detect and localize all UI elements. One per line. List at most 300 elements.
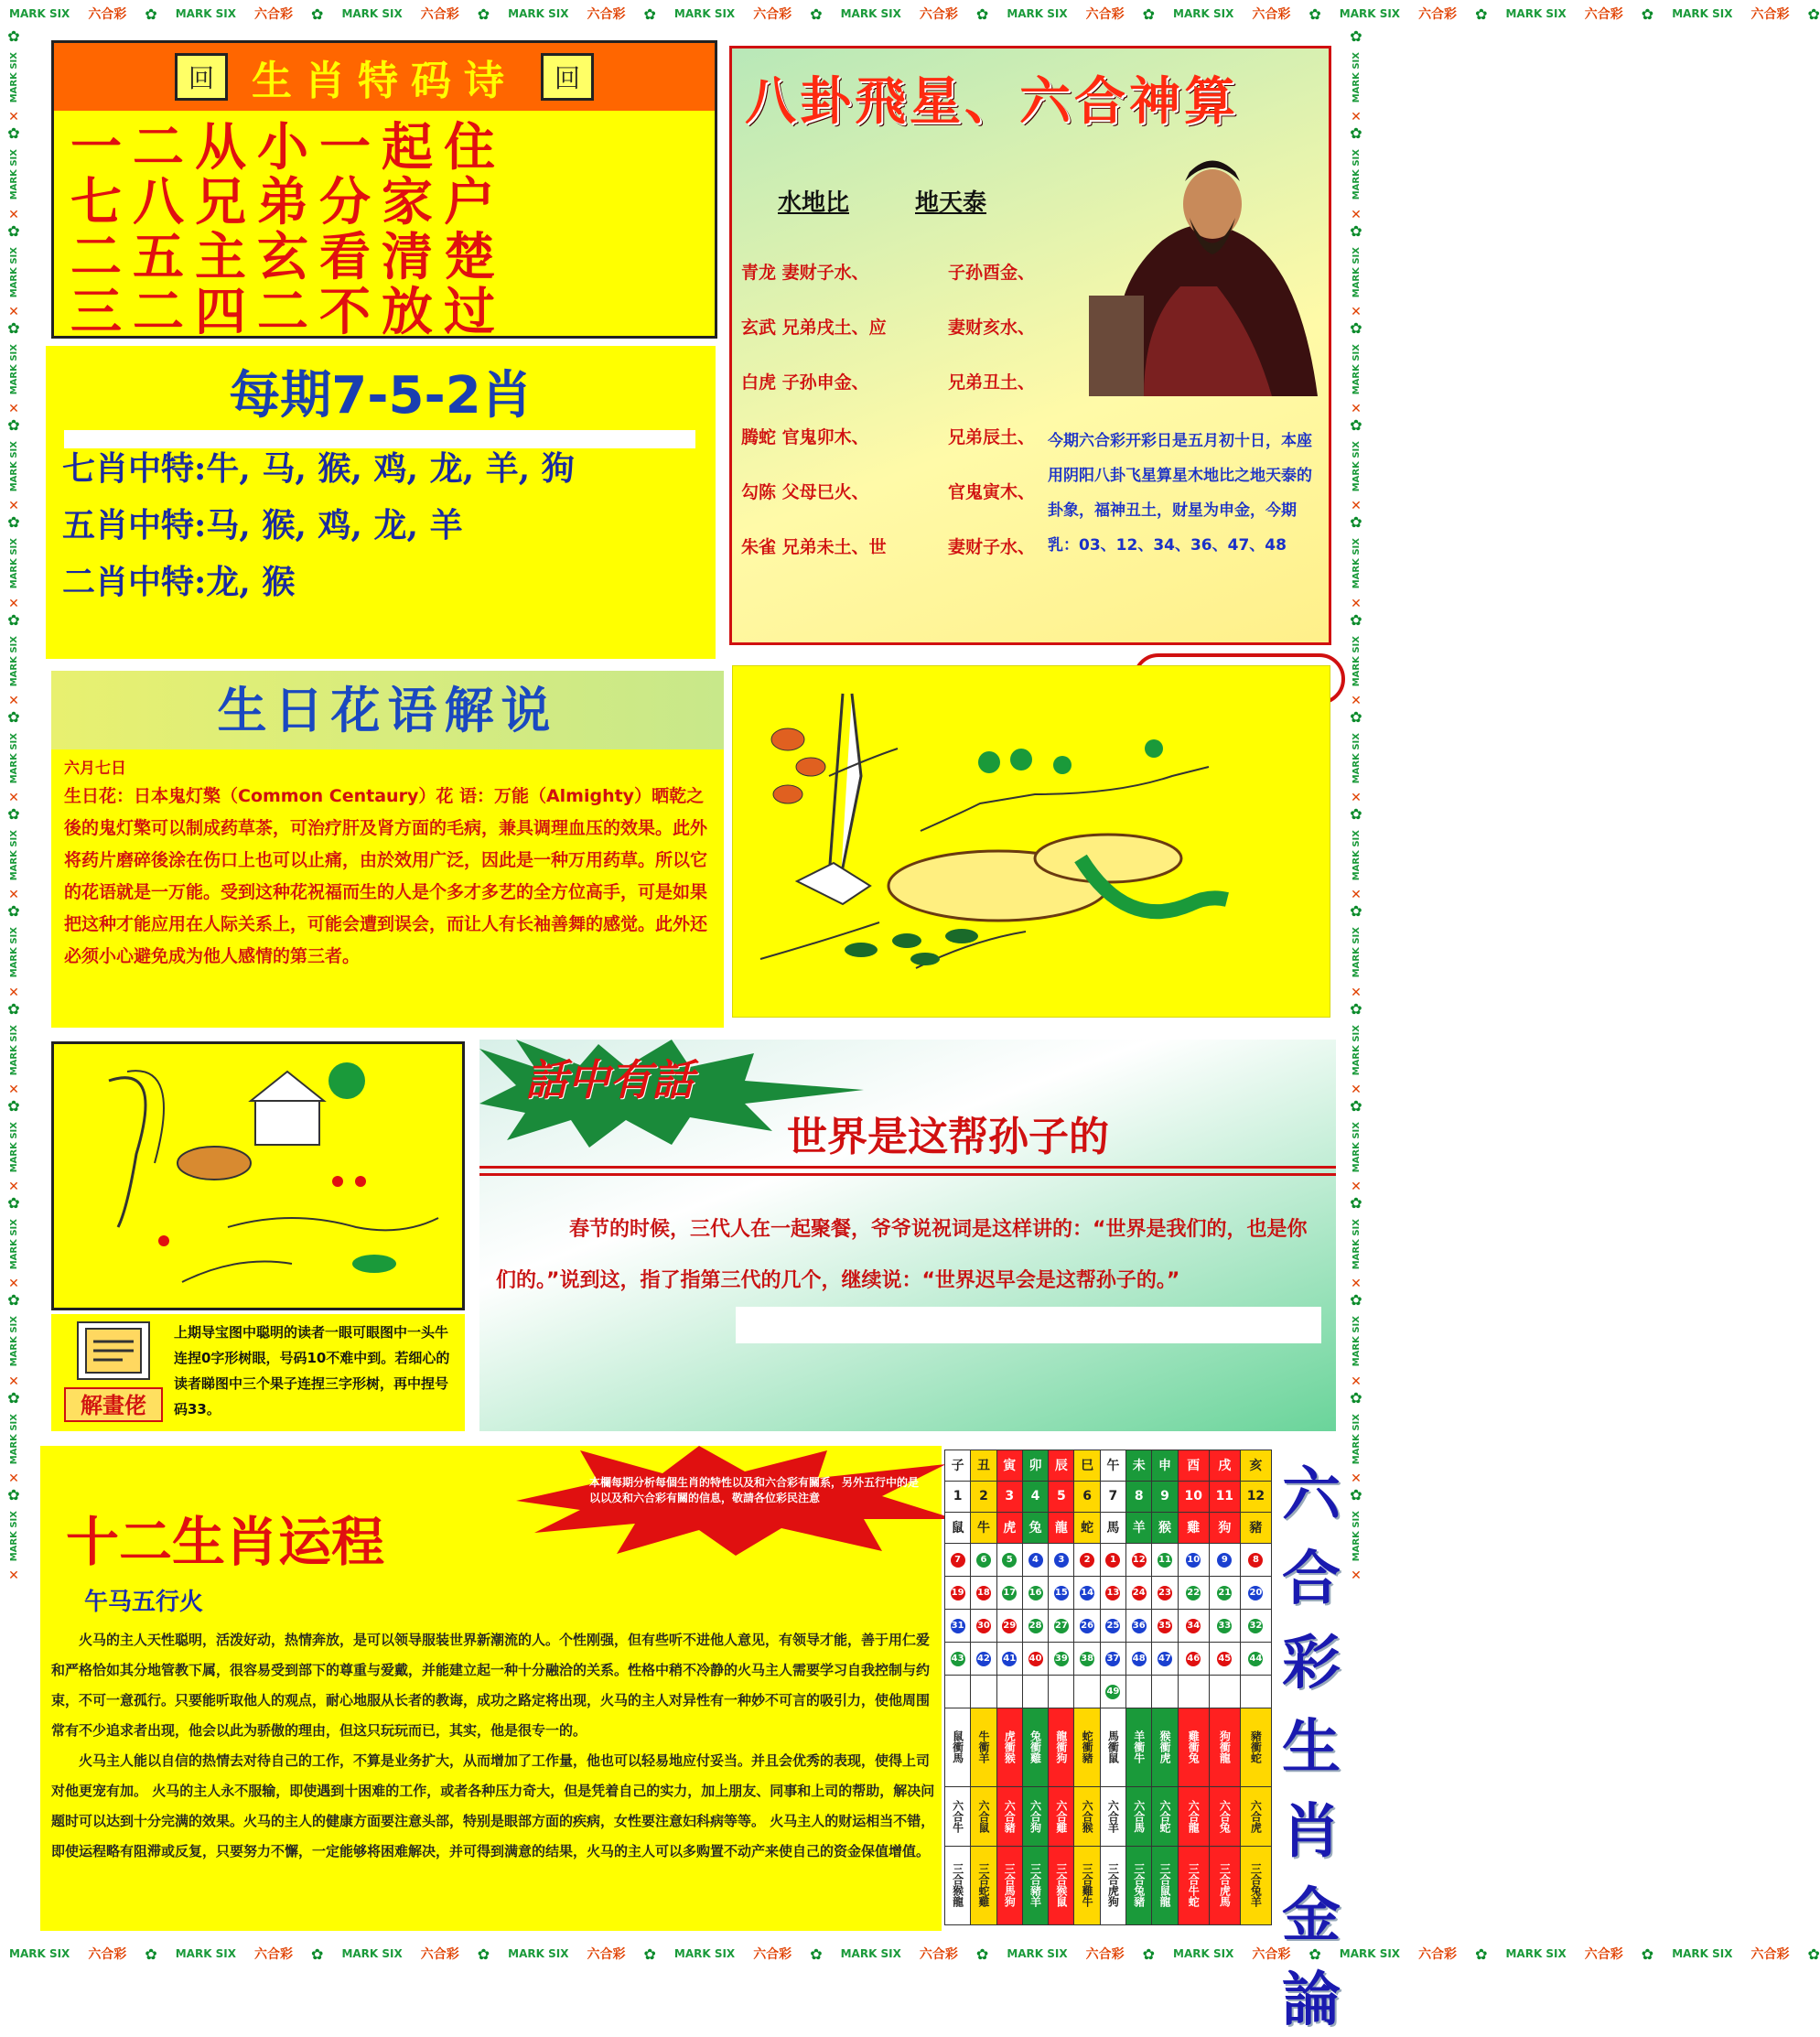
riddle-sketch <box>732 665 1330 1018</box>
flower-icon: ✿ <box>7 1485 20 1504</box>
relation-cell <box>1152 1708 1178 1786</box>
ball-cell <box>1049 1576 1074 1609</box>
poem-line: 一二从小一起住 <box>70 117 506 178</box>
relation-text: 雞衝兔 <box>1187 1730 1201 1764</box>
vertical-title-char: 合 <box>1282 1545 1341 1613</box>
number-ball: 22 <box>1186 1586 1201 1600</box>
flower-icon: ✿ <box>7 513 20 532</box>
bagua-note: 今期六合彩开彩日是五月初十日，本座用阴阳八卦飞星算星木地比之地天泰的卦象，福神丑土，财星为申金，今期乳：03、12、34、36、47、48 <box>1048 432 1312 555</box>
cross-icon: ✕ <box>8 402 19 417</box>
ball-cell <box>1100 1543 1125 1576</box>
number-ball: 4 <box>1028 1553 1043 1568</box>
brand-text: MARK SIX <box>8 1219 19 1270</box>
fortune-box <box>40 1446 942 1931</box>
cross-icon: ✕ <box>8 207 19 222</box>
animal-cell: 猴 <box>1152 1512 1178 1543</box>
number-ball: 9 <box>1217 1553 1232 1568</box>
square-icon: 回 <box>541 53 594 101</box>
branch-cell: 辰 <box>1049 1450 1074 1482</box>
relation-text: 兔衝雞 <box>1028 1730 1042 1764</box>
relation-row <box>945 1846 1272 1924</box>
flower-icon: ✿ <box>810 1945 823 1963</box>
ball-cell <box>1178 1609 1209 1642</box>
decoder-text: 上期导宝图中聪明的读者一眼可眼图中一头牛连捏0字形树眼，号码10不难中到。若细心的读者睇图中三个果子连捏三字形树，再中捏号码33。 <box>174 1324 450 1417</box>
ball-row <box>945 1609 1272 1642</box>
brand-text: MARK SIX <box>8 635 19 686</box>
branch-cell: 申 <box>1152 1450 1178 1482</box>
flower-icon: ✿ <box>7 1096 20 1115</box>
relation-text: 三合豬羊 <box>1028 1863 1042 1908</box>
brand-cn-text: 六合彩 <box>1085 1947 1125 1962</box>
cross-icon: ✕ <box>8 1082 19 1097</box>
brand-text: MARK SIX <box>840 7 901 20</box>
zodiac-table <box>944 1450 1272 1925</box>
brand-text: MARK SIX <box>8 343 19 395</box>
flower-icon: ✿ <box>810 5 823 23</box>
relation-cell <box>1100 1787 1125 1846</box>
relation-cell <box>1074 1708 1100 1786</box>
bagua-box <box>729 46 1331 645</box>
animal-cell: 虎 <box>996 1512 1022 1543</box>
number-cell: 8 <box>1126 1481 1152 1512</box>
flower-icon: ✿ <box>1350 1291 1362 1310</box>
ball-cell <box>945 1675 971 1708</box>
brand-cn-text: 六合彩 <box>1418 1947 1458 1962</box>
number-ball: 16 <box>1028 1586 1043 1600</box>
cross-icon: ✕ <box>1351 888 1362 903</box>
number-ball: 49 <box>1105 1685 1120 1699</box>
relation-cell <box>1049 1846 1074 1924</box>
cross-icon: ✕ <box>1351 693 1362 708</box>
cross-icon: ✕ <box>1351 1180 1362 1195</box>
brand-cn-text: 六合彩 <box>1584 1947 1623 1962</box>
brand-text: MARK SIX <box>341 7 403 20</box>
relation-text: 三合虎狗 <box>1106 1863 1120 1908</box>
fortune-title: 十二生肖运程 <box>66 1511 385 1573</box>
hexagram-name: 地天泰 <box>915 189 987 217</box>
flower-icon: ✿ <box>477 1945 490 1963</box>
relation-cell <box>996 1846 1022 1924</box>
ball-cell <box>996 1543 1022 1576</box>
number-ball: 28 <box>1028 1619 1043 1633</box>
cross-icon: ✕ <box>8 985 19 1000</box>
number-ball: 39 <box>1054 1652 1069 1666</box>
ball-cell <box>1049 1609 1074 1642</box>
flower-icon: ✿ <box>1350 124 1362 143</box>
number-ball: 3 <box>1054 1553 1069 1568</box>
animal-cell: 雞 <box>1178 1512 1209 1543</box>
story-text: 春节的时候，三代人在一起聚餐，爷爷说祝词是这样讲的：“世界是我们的，也是你们的。”说到这，指了指第三代的几个，继续说：“世界迟早会是这帮孙子的。” <box>496 1218 1308 1292</box>
brand-text: MARK SIX <box>1351 635 1362 686</box>
number-ball: 27 <box>1054 1619 1069 1633</box>
brand-cn-text: 六合彩 <box>420 7 459 22</box>
relation-cell <box>1074 1787 1100 1846</box>
relation-cell <box>1240 1846 1271 1924</box>
relation-cell <box>1126 1846 1152 1924</box>
number-ball: 37 <box>1105 1652 1120 1666</box>
flower-icon: ✿ <box>1641 1945 1654 1963</box>
cross-icon: ✕ <box>8 1277 19 1292</box>
number-ball: 5 <box>1002 1553 1017 1568</box>
brand-text: MARK SIX <box>1007 7 1068 20</box>
relation-cell <box>1209 1708 1240 1786</box>
cross-icon: ✕ <box>8 499 19 514</box>
flower-icon: ✿ <box>643 1945 656 1963</box>
divider <box>479 1166 1336 1169</box>
number-ball: 30 <box>976 1619 991 1633</box>
brand-text: MARK SIX <box>1173 1947 1234 1960</box>
number-ball: 40 <box>1028 1652 1043 1666</box>
cross-icon: ✕ <box>1351 1082 1362 1097</box>
ball-cell <box>1074 1543 1100 1576</box>
number-cell: 2 <box>971 1481 996 1512</box>
brand-text: MARK SIX <box>8 1024 19 1075</box>
cross-icon: ✕ <box>1351 1277 1362 1292</box>
pick-row <box>62 500 463 546</box>
animal-cell: 羊 <box>1126 1512 1152 1543</box>
burst-text: 本欄每期分析每個生肖的特性以及和六合彩有關系，另外五行中的是以以及和六合彩有關的信息，敬請各位彩民注意 <box>589 1476 920 1504</box>
relation-cell <box>1152 1787 1178 1846</box>
vertical-title-char: 彩 <box>1282 1629 1341 1698</box>
brand-text: MARK SIX <box>1351 1121 1362 1173</box>
relation-text: 六合鼠 <box>976 1799 990 1833</box>
number-ball: 19 <box>951 1586 965 1600</box>
ball-row <box>945 1576 1272 1609</box>
brand-text: MARK SIX <box>1351 538 1362 589</box>
fortune-text <box>51 1625 937 1867</box>
ball-cell <box>971 1642 996 1675</box>
branch-cell: 丑 <box>971 1450 996 1482</box>
brand-cn-text: 六合彩 <box>1252 1947 1291 1962</box>
flower-icon: ✿ <box>477 5 490 23</box>
number-ball: 36 <box>1132 1619 1147 1633</box>
brand-cn-text: 六合彩 <box>919 1947 958 1962</box>
flower-icon: ✿ <box>7 902 20 921</box>
relation-text: 三合猴鼠 <box>1054 1863 1068 1908</box>
relation-cell <box>945 1708 971 1786</box>
relation-cell <box>1240 1708 1271 1786</box>
ball-cell <box>971 1609 996 1642</box>
number-ball: 10 <box>1186 1553 1201 1568</box>
flower-icon: ✿ <box>7 124 20 143</box>
flower-icon: ✿ <box>7 707 20 726</box>
poem-line: 二五主玄看清楚 <box>70 227 506 287</box>
flower-icon: ✿ <box>7 221 20 240</box>
animal-cell: 蛇 <box>1074 1512 1100 1543</box>
number-ball: 42 <box>976 1652 991 1666</box>
brand-cn-text: 六合彩 <box>1252 7 1291 22</box>
branch-cell: 酉 <box>1178 1450 1209 1482</box>
period-box <box>46 346 716 659</box>
ball-cell <box>1240 1675 1271 1708</box>
flower-icon: ✿ <box>1308 1945 1321 1963</box>
branch-row <box>945 1450 1272 1482</box>
number-ball: 31 <box>951 1619 965 1633</box>
vertical-title <box>1274 1448 1349 2034</box>
ball-cell <box>1178 1543 1209 1576</box>
branch-cell: 亥 <box>1240 1450 1271 1482</box>
number-ball: 47 <box>1158 1652 1172 1666</box>
brand-cn-text: 六合彩 <box>88 7 127 22</box>
number-ball: 2 <box>1080 1553 1094 1568</box>
square-icon: 回 <box>175 53 228 101</box>
brand-text: MARK SIX <box>8 441 19 492</box>
flower-icon: ✿ <box>1807 5 1820 23</box>
brand-text: MARK SIX <box>8 1316 19 1367</box>
relation-cell <box>1022 1787 1048 1846</box>
brand-cn-text: 六合彩 <box>254 7 294 22</box>
number-ball: 14 <box>1080 1586 1094 1600</box>
story-tag: 話中有話 <box>525 1055 694 1105</box>
ball-cell <box>1209 1675 1240 1708</box>
vertical-title-char: 六 <box>1282 1460 1341 1529</box>
bagua-row: 勾陈 父母巳火、 官鬼寅木、 <box>741 482 1036 502</box>
ball-cell <box>971 1543 996 1576</box>
ball-cell <box>996 1609 1022 1642</box>
number-ball: 20 <box>1248 1586 1263 1600</box>
relation-cell <box>1240 1787 1271 1846</box>
ball-cell <box>1126 1642 1152 1675</box>
relation-text: 六合牛 <box>951 1799 964 1833</box>
brand-text: MARK SIX <box>1351 927 1362 978</box>
cross-icon: ✕ <box>8 596 19 611</box>
number-ball: 46 <box>1186 1652 1201 1666</box>
brand-text: MARK SIX <box>1351 830 1362 881</box>
branch-cell: 寅 <box>996 1450 1022 1482</box>
relation-cell <box>1100 1708 1125 1786</box>
number-ball: 26 <box>1080 1619 1094 1633</box>
ball-cell <box>945 1543 971 1576</box>
ball-cell <box>1022 1576 1048 1609</box>
flower-icon: ✿ <box>7 805 20 824</box>
ball-cell <box>971 1675 996 1708</box>
ball-cell <box>1178 1675 1209 1708</box>
relation-cell <box>945 1846 971 1924</box>
cross-icon: ✕ <box>8 791 19 806</box>
brand-text: MARK SIX <box>1173 7 1234 20</box>
vertical-title-char: 論 <box>1282 1966 1341 2034</box>
relation-text: 六合兔 <box>1218 1799 1232 1833</box>
decoder-sketch <box>51 1041 465 1310</box>
relation-cell <box>1126 1787 1152 1846</box>
relation-cell <box>945 1787 971 1846</box>
bagua-row: 腾蛇 官鬼卯木、 兄弟辰土、 <box>741 427 1036 447</box>
relation-text: 三合虎馬 <box>1218 1863 1232 1908</box>
flower-icon: ✿ <box>7 999 20 1018</box>
cross-icon: ✕ <box>1351 596 1362 611</box>
divider <box>479 1173 1336 1176</box>
ball-cell <box>1240 1543 1271 1576</box>
cross-icon: ✕ <box>1351 1471 1362 1486</box>
ball-cell <box>1152 1675 1178 1708</box>
cross-icon: ✕ <box>8 1180 19 1195</box>
flower-icon: ✿ <box>7 416 20 435</box>
pick-label: 二肖中特: <box>62 563 207 601</box>
brand-cn-text: 六合彩 <box>1085 7 1125 22</box>
ball-cell <box>1152 1609 1178 1642</box>
number-ball: 24 <box>1132 1586 1147 1600</box>
flower-icon: ✿ <box>1475 5 1488 23</box>
number-ball: 17 <box>1002 1586 1017 1600</box>
ball-cell <box>1209 1609 1240 1642</box>
number-cell: 4 <box>1022 1481 1048 1512</box>
cross-icon: ✕ <box>8 110 19 125</box>
ball-cell <box>1100 1642 1125 1675</box>
ball-cell <box>1152 1576 1178 1609</box>
vertical-title-char: 金 <box>1282 1881 1341 1950</box>
brand-cn-text: 六合彩 <box>420 1947 459 1962</box>
cross-icon: ✕ <box>8 888 19 903</box>
relation-text: 六合馬 <box>1132 1799 1146 1833</box>
flower-box <box>51 671 724 1028</box>
poem-line: 七八兄弟分家户 <box>70 172 506 232</box>
relation-text: 六合羊 <box>1106 1799 1120 1833</box>
flower-icon: ✿ <box>311 1945 324 1963</box>
poem-title: 生肖特码诗 <box>252 58 517 104</box>
number-ball: 13 <box>1105 1586 1120 1600</box>
cross-icon: ✕ <box>8 304 19 319</box>
cross-icon: ✕ <box>1351 791 1362 806</box>
ball-cell <box>996 1675 1022 1708</box>
flower-icon: ✿ <box>643 5 656 23</box>
flower-icon: ✿ <box>1350 318 1362 337</box>
ball-cell <box>1178 1642 1209 1675</box>
ball-cell <box>1022 1642 1048 1675</box>
bagua-row: 朱雀 兄弟未土、世 妻财子水、 <box>741 537 1036 557</box>
ball-row <box>945 1642 1272 1675</box>
brand-text: MARK SIX <box>8 1413 19 1464</box>
relation-text: 三合猴龍 <box>951 1863 964 1908</box>
flower-date: 六月七日 <box>64 760 126 778</box>
brand-cn-text: 六合彩 <box>1750 1947 1790 1962</box>
flower-icon: ✿ <box>1350 1194 1362 1212</box>
number-ball: 35 <box>1158 1619 1172 1633</box>
ball-cell <box>971 1576 996 1609</box>
left-border <box>0 27 27 1940</box>
fortune-paragraph: 火马的主人天性聪明，活泼好动，热情奔放，是可以领导服装世界新潮流的人。个性刚强，但有些听不进他人意见，有领导才能，善于用仁爱和严格恰如其分地管教下属，很容易受到部下的尊重与爱戴，并能建立起一种十分融洽的关系。性格中稍不冷静的火马主人需要学习自我控制与约束，不可一意孤行。只要能听取他人的观点，耐心地服从长者的教诲，成功之路定将出现，火马的主人对异性有一种妙不可言的吸引力，使他周围常有不少追求者出现，他会以此为骄傲的理由，但这只玩玩而已，其实，他是很专一的。 <box>51 1632 931 1739</box>
number-ball: 34 <box>1186 1619 1201 1633</box>
brand-text: MARK SIX <box>1351 1510 1362 1562</box>
flower-icon: ✿ <box>1350 610 1362 629</box>
brand-text: MARK SIX <box>1351 149 1362 200</box>
number-ball: 12 <box>1132 1553 1147 1568</box>
relation-text: 豬衝蛇 <box>1249 1730 1263 1764</box>
flower-title: 生日花语解说 <box>51 671 724 749</box>
cross-icon: ✕ <box>1351 985 1362 1000</box>
flower-icon: ✿ <box>1641 5 1654 23</box>
relation-text: 三合兔豬 <box>1132 1863 1146 1908</box>
pick-value: 龙, 猴 <box>206 563 296 601</box>
ball-cell <box>1209 1543 1240 1576</box>
ball-cell <box>1074 1576 1100 1609</box>
flower-icon: ✿ <box>1350 27 1362 45</box>
relation-cell <box>1209 1846 1240 1924</box>
relation-text: 六合蛇 <box>1158 1799 1172 1833</box>
brand-text: MARK SIX <box>175 1947 237 1960</box>
brand-text: MARK SIX <box>8 52 19 103</box>
flower-icon: ✿ <box>145 5 157 23</box>
brand-text: MARK SIX <box>8 1121 19 1173</box>
flower-text: 生日花：日本鬼灯檠（Common Centaury）花 语：万能（Almighty）晒乾之後的鬼灯檠可以制成药草茶，可治疗肝及肾方面的毛病，兼具调理血压的效果。此外将药片磨碎後涂在伤口上也可以止痛，由於效用广泛，因此是一种万用药草。所以它的花语就是一万能。受到这种花祝福而生的人是个多才多艺的全方位高手，可是如果把这种才能应用在人际关系上，可能会遭到误会，而让人有长袖善舞的感觉。此外还必须小心避免成为他人感情的第三者。 <box>64 786 708 966</box>
brand-text: MARK SIX <box>1351 343 1362 395</box>
brand-text: MARK SIX <box>1505 1947 1567 1960</box>
decoder-label: 解畫佬 <box>64 1387 163 1422</box>
ball-cell <box>1049 1642 1074 1675</box>
ball-cell <box>1152 1642 1178 1675</box>
ball-cell <box>1100 1609 1125 1642</box>
brand-text: MARK SIX <box>8 246 19 297</box>
flower-icon: ✿ <box>1350 1485 1362 1504</box>
story-title: 世界是这帮孙子的 <box>787 1114 1109 1160</box>
number-cell: 12 <box>1240 1481 1271 1512</box>
ball-cell <box>1240 1642 1271 1675</box>
flower-icon: ✿ <box>1475 1945 1488 1963</box>
ball-cell <box>1100 1675 1125 1708</box>
brand-text: MARK SIX <box>840 1947 901 1960</box>
number-ball: 8 <box>1248 1553 1263 1568</box>
brand-text: MARK SIX <box>673 7 736 20</box>
brand-text: MARK SIX <box>341 1947 403 1960</box>
ball-cell <box>1100 1576 1125 1609</box>
animal-cell: 牛 <box>971 1512 996 1543</box>
relation-cell <box>1022 1846 1048 1924</box>
ball-cell <box>1022 1675 1048 1708</box>
flower-icon: ✿ <box>7 1291 20 1310</box>
bottom-border <box>0 1940 1820 1967</box>
number-cell: 7 <box>1100 1481 1125 1512</box>
number-row <box>945 1481 1272 1512</box>
flower-icon: ✿ <box>1350 1388 1362 1406</box>
animal-row <box>945 1512 1272 1543</box>
relation-cell <box>1209 1787 1240 1846</box>
flower-icon: ✿ <box>145 1945 157 1963</box>
cross-icon: ✕ <box>1351 499 1362 514</box>
number-ball: 33 <box>1217 1619 1232 1633</box>
flower-icon: ✿ <box>975 5 989 23</box>
number-ball: 15 <box>1054 1586 1069 1600</box>
pick-label: 五肖中特: <box>62 506 207 544</box>
number-cell: 11 <box>1209 1481 1240 1512</box>
relation-text: 六合雞 <box>1054 1799 1068 1833</box>
period-title: 每期7-5-2肖 <box>229 366 533 426</box>
number-cell: 9 <box>1152 1481 1178 1512</box>
flower-icon: ✿ <box>7 318 20 337</box>
relation-cell <box>1178 1846 1209 1924</box>
brand-text: MARK SIX <box>1351 1413 1362 1464</box>
relation-text: 六合虎 <box>1249 1799 1263 1833</box>
relation-text: 龍衝狗 <box>1054 1730 1068 1764</box>
brand-cn-text: 六合彩 <box>919 7 958 22</box>
number-ball: 23 <box>1158 1586 1172 1600</box>
relation-cell <box>1049 1787 1074 1846</box>
pick-row <box>62 556 295 603</box>
relation-text: 三合馬狗 <box>1003 1863 1017 1908</box>
poem-line: 三二四二不放过 <box>70 282 506 342</box>
cross-icon: ✕ <box>8 1374 19 1389</box>
number-ball: 38 <box>1080 1652 1094 1666</box>
brand-text: MARK SIX <box>8 830 19 881</box>
number-ball: 21 <box>1217 1586 1232 1600</box>
flower-icon: ✿ <box>1350 902 1362 921</box>
branch-cell: 午 <box>1100 1450 1125 1482</box>
branch-cell: 戌 <box>1209 1450 1240 1482</box>
flower-icon: ✿ <box>1350 805 1362 824</box>
relation-text: 蛇衝豬 <box>1081 1730 1094 1764</box>
branch-cell: 未 <box>1126 1450 1152 1482</box>
animal-cell: 狗 <box>1209 1512 1240 1543</box>
brand-text: MARK SIX <box>175 7 237 20</box>
cross-icon: ✕ <box>8 693 19 708</box>
